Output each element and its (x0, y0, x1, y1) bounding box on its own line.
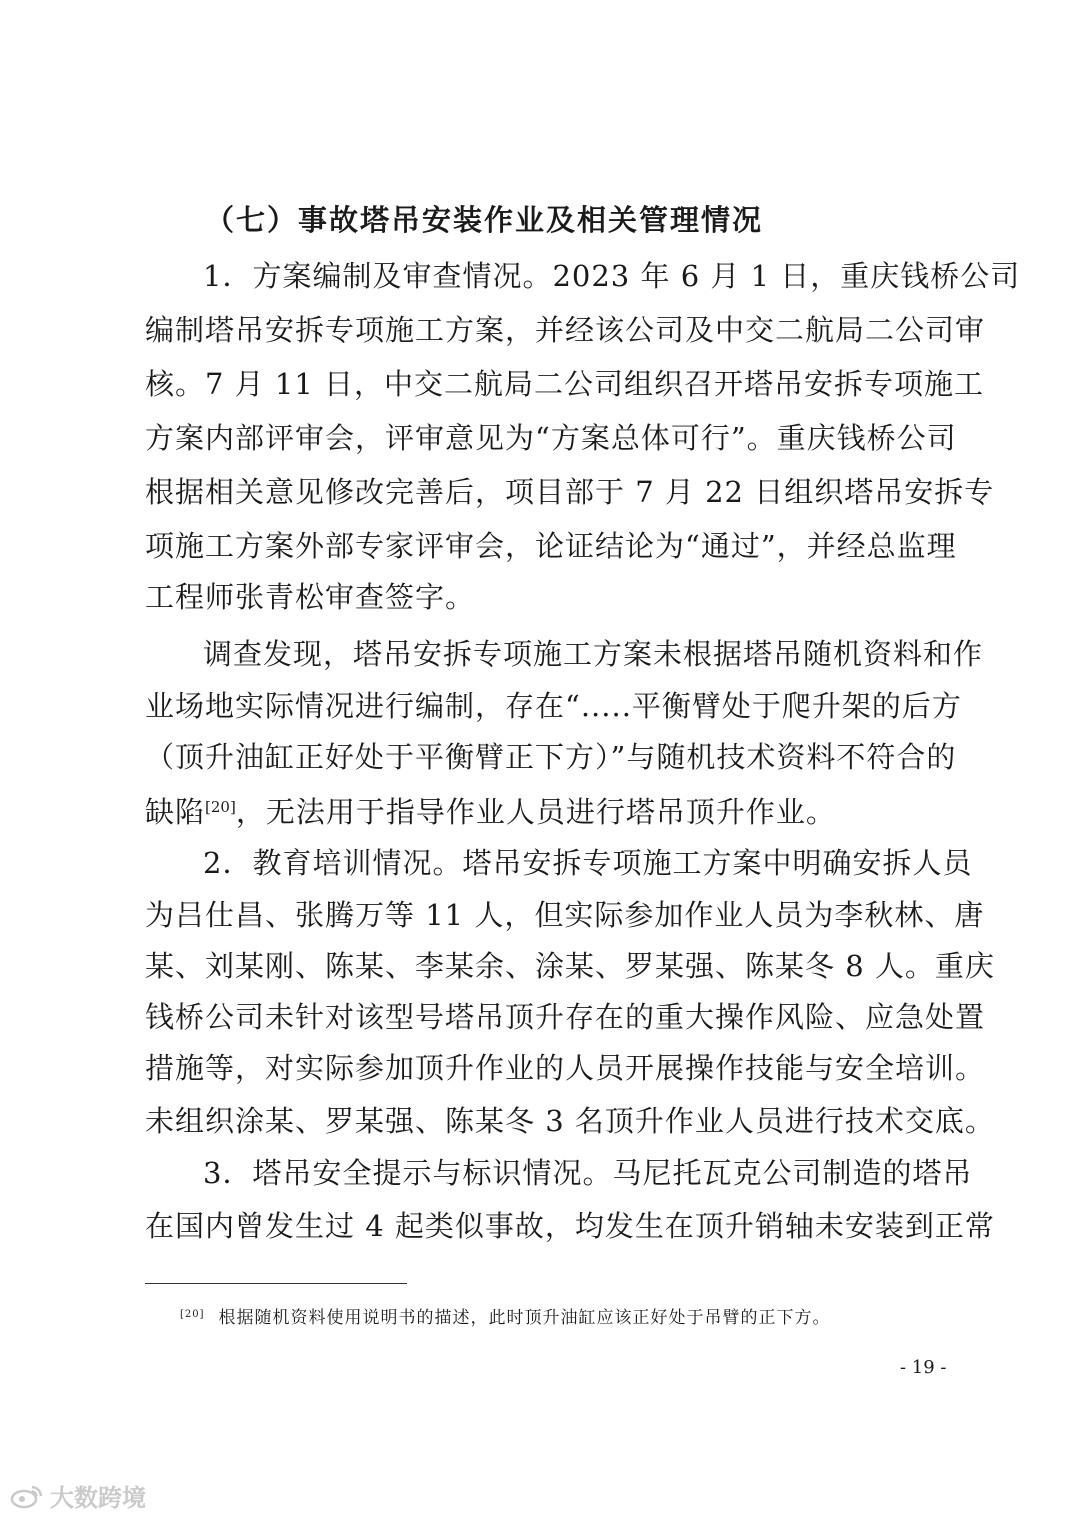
paragraph-3-line-2: 为吕仕昌、张腾万等 11 人，但实际参加作业人员为李秋林、唐 (145, 898, 985, 932)
paragraph-2-text-after: ，无法用于指导作业人员进行塔吊顶升作业。 (235, 795, 836, 829)
paragraph-2-line-1: 调查发现，塔吊安拆专项施工方案未根据塔吊随机资料和作 (203, 637, 984, 671)
paragraph-1-line-2: 编制塔吊安拆专项施工方案，并经该公司及中交二航局二公司审 (145, 313, 986, 347)
weibo-logo-icon (10, 1483, 44, 1509)
watermark-text: 大数跨境 (50, 1484, 146, 1512)
paragraph-1-line-6: 项施工方案外部专家评审会，论证结论为“通过”，并经总监理 (145, 529, 957, 563)
paragraph-2-line-3: （顶升油缸正好处于平衡臂正下方）”与随机技术资料不符合的 (145, 740, 957, 774)
paragraph-3-line-5: 措施等，对实际参加顶升作业的人员开展操作技能与安全培训。 (145, 1051, 986, 1085)
page-number: - 19 - (900, 1357, 947, 1378)
paragraph-1-line-5: 根据相关意见修改完善后，项目部于 7 月 22 日组织塔吊安拆专 (145, 475, 995, 509)
footnote-divider (145, 1283, 407, 1284)
paragraph-3-line-6: 未组织涂某、罗某强、陈某冬 3 名顶升作业人员进行技术交底。 (145, 1104, 995, 1138)
footnote-text: 根据随机资料使用说明书的描述，此时顶升油缸应该正好处于吊臂的正下方。 (218, 1308, 831, 1328)
footnote-number: [20] (180, 1309, 205, 1320)
paragraph-3-line-3: 某、刘某刚、陈某、李某余、涂某、罗某强、陈某冬 8 人。重庆 (145, 949, 995, 983)
paragraph-4-line-1: 3．塔吊安全提示与标识情况。马尼托瓦克公司制造的塔吊 (203, 1156, 973, 1190)
paragraph-3-line-1: 2．教育培训情况。塔吊安拆专项施工方案中明确安拆人员 (203, 846, 973, 880)
footnote (180, 1303, 831, 1328)
paragraph-2-line-4 (145, 787, 836, 832)
paragraph-2-line-2: 业场地实际情况进行编制，存在“.....平衡臂处于爬升架的后方 (145, 689, 962, 723)
paragraph-1-line-1: 1．方案编制及审查情况。2023 年 6 月 1 日，重庆钱桥公司 (203, 259, 1021, 293)
paragraph-1-line-4: 方案内部评审会，评审意见为“方案总体可行”。重庆钱桥公司 (145, 421, 957, 455)
paragraph-4-line-2: 在国内曾发生过 4 起类似事故，均发生在顶升销轴未安装到正常 (145, 1209, 995, 1243)
paragraph-1-line-7: 工程师张青松审查签字。 (145, 580, 476, 614)
watermark (10, 1478, 146, 1513)
footnote-reference[interactable]: [20] (205, 798, 236, 816)
paragraph-3-line-4: 钱桥公司未针对该型号塔吊顶升存在的重大操作风险、应急处置 (145, 1000, 986, 1034)
section-heading: （七）事故塔吊安装作业及相关管理情况 (205, 203, 764, 237)
paragraph-2-text-before: 缺陷 (145, 795, 206, 829)
paragraph-1-line-3: 核。7 月 11 日，中交二航局二公司组织召开塔吊安拆专项施工 (145, 367, 985, 401)
